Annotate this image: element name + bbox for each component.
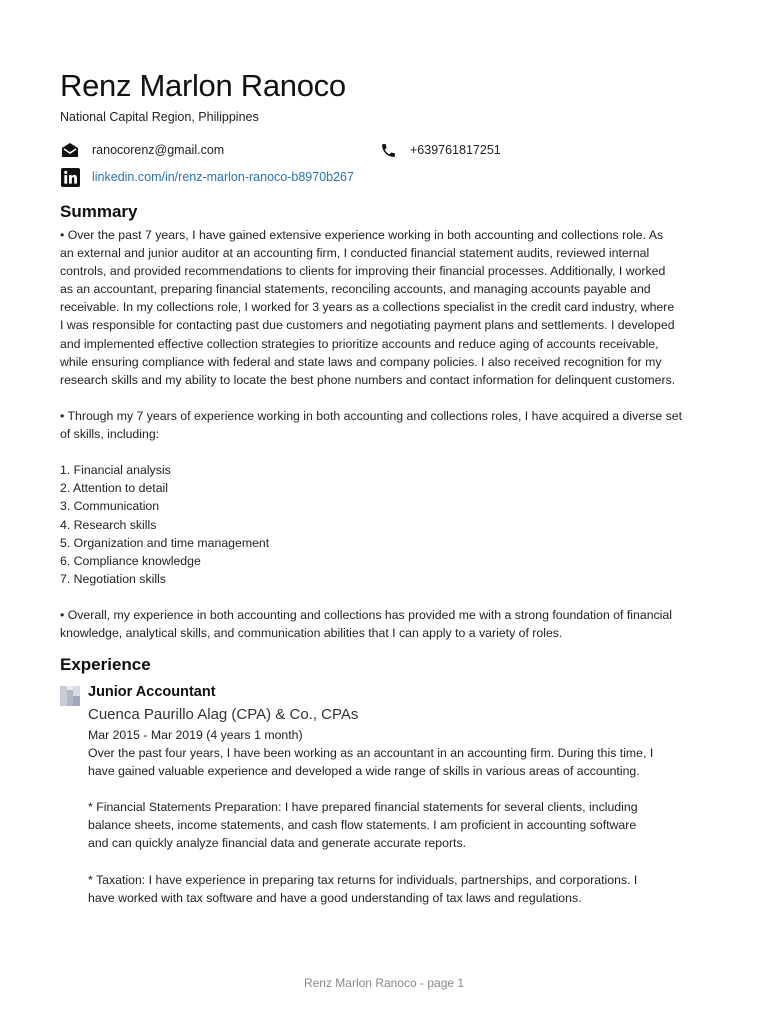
description-line: * Taxation: I have experience in preparing tax returns for individuals, partnerships, and corporations. I [88, 872, 638, 887]
envelope-icon [60, 140, 80, 160]
skill-item: 2. Attention to detail [60, 481, 169, 496]
summary-line: of skills, including: [60, 427, 160, 442]
description-line: balance sheets, income statements, and cash flow statements. I am proficient in accounting software [88, 818, 637, 833]
skill-item: 3. Communication [60, 499, 160, 514]
page-footer: Renz Marlon Ranoco - page 1 [303, 976, 465, 990]
summary-line: an external and junior auditor at an accounting firm, I conducted financial statement audits, reviewed internal [60, 246, 650, 261]
skill-item: 5. Organization and time management [60, 535, 270, 550]
description-line: * Financial Statements Preparation: I have prepared financial statements for several clients, including [88, 800, 638, 815]
linkedin-icon [60, 167, 80, 187]
job-title: Junior Accountant [88, 684, 216, 700]
company-name: Cuenca Paurillo Alag (CPA) & Co., CPAs [88, 706, 359, 723]
summary-line: while ensuring compliance with federal and state laws and company policies. I also received recognition for my [60, 354, 662, 369]
summary-heading: Summary [60, 202, 138, 221]
summary-line: research skills and my ability to locate the best phone numbers and contact information for delinquent customers. [60, 372, 676, 387]
experience-heading: Experience [60, 655, 151, 674]
company-logo-icon [60, 686, 80, 706]
job-dates: Mar 2015 - Mar 2019 (4 years 1 month) [88, 728, 303, 742]
description-line: and can quickly analyze financial data and generate accurate reports. [88, 836, 467, 851]
phone-icon [378, 140, 398, 160]
phone-text[interactable]: +639761817251 [410, 143, 501, 157]
summary-body [60, 226, 710, 642]
skill-item: 4. Research skills [60, 517, 157, 532]
phone-contact[interactable] [378, 140, 501, 160]
summary-line: • Overall, my experience in both accounting and collections has provided me with a strong foundation of financial [60, 607, 672, 622]
description-line: Over the past four years, I have been working as an accountant in an accounting firm. During this time, I [88, 746, 654, 760]
job-description [88, 744, 688, 907]
summary-line: as an accountant, preparing financial statements, reconciling accounts, and managing accounts payable and [60, 282, 651, 297]
email-text[interactable]: ranocorenz@gmail.com [92, 143, 225, 157]
linkedin-link[interactable]: linkedin.com/in/renz-marlon-ranoco-b8970b267 [92, 170, 354, 184]
summary-line: receivable. In my collections role, I worked for 3 years as a collections specialist in the credit card industry, where [60, 300, 675, 315]
skill-item: 7. Negotiation skills [60, 571, 166, 586]
candidate-name: Renz Marlon Ranoco [60, 68, 346, 103]
summary-line: controls, and provided recommendations to clients for improving their financial processes. Additionally, I worked [60, 264, 666, 279]
linkedin-contact[interactable] [60, 167, 354, 187]
skill-item: 1. Financial analysis [60, 463, 171, 478]
candidate-location: National Capital Region, Philippines [60, 110, 259, 124]
skill-item: 6. Compliance knowledge [60, 553, 201, 568]
description-line: have gained valuable experience and developed a wide range of skills in various areas of accounting. [88, 764, 640, 779]
summary-line: • Through my 7 years of experience working in both accounting and collections roles, I have acquired a diverse set [60, 408, 683, 423]
description-line: have worked with tax software and have a good understanding of tax laws and regulations. [88, 890, 582, 905]
summary-line: I was responsible for contacting past due customers and negotiating payment plans and settlements. I developed [60, 318, 675, 333]
email-contact[interactable] [60, 140, 224, 160]
summary-line: and implemented effective collection strategies to prioritize accounts and reduce aging of accounts receivable, [60, 336, 659, 351]
summary-line: • Over the past 7 years, I have gained extensive experience working in both accounting and collections role. As [60, 228, 664, 242]
summary-line: knowledge, analytical skills, and communication abilities that I can apply to a variety of roles. [60, 626, 563, 641]
